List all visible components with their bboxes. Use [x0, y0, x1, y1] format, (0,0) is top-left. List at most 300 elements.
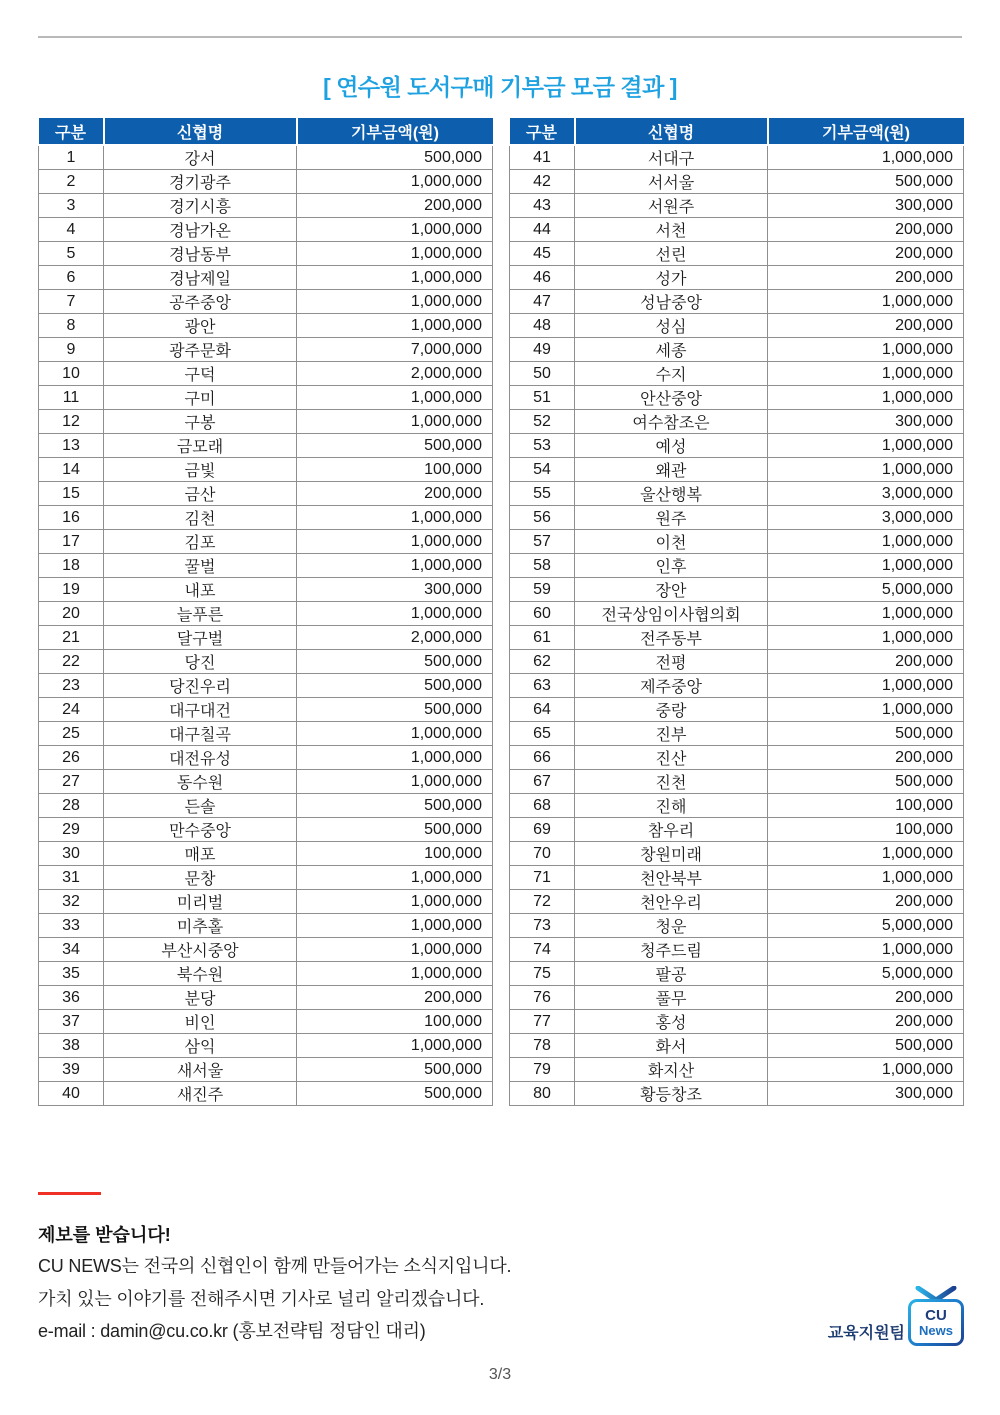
row-number: 19 — [39, 578, 104, 602]
row-number: 25 — [39, 722, 104, 746]
row-number: 8 — [39, 314, 104, 338]
union-name: 구덕 — [104, 362, 297, 386]
donation-amount: 1,000,000 — [768, 386, 964, 410]
table-row — [510, 170, 964, 194]
union-name: 새진주 — [104, 1082, 297, 1106]
union-name: 김포 — [104, 530, 297, 554]
donation-amount: 500,000 — [297, 1082, 493, 1106]
donation-amount: 1,000,000 — [297, 218, 493, 242]
union-name: 서원주 — [575, 194, 768, 218]
donation-amount: 1,000,000 — [768, 458, 964, 482]
row-number: 35 — [39, 962, 104, 986]
donation-amount: 1,000,000 — [768, 338, 964, 362]
donation-amount: 1,000,000 — [768, 362, 964, 386]
donation-amount: 200,000 — [768, 746, 964, 770]
table-row — [39, 962, 493, 986]
donation-amount: 1,000,000 — [297, 386, 493, 410]
right-table-head-row — [510, 118, 964, 145]
row-number: 80 — [510, 1082, 575, 1106]
donation-table-left — [38, 118, 493, 1106]
union-name: 팔공 — [575, 962, 768, 986]
donation-amount: 1,000,000 — [297, 554, 493, 578]
donation-amount: 1,000,000 — [297, 722, 493, 746]
logo-news-text: News — [919, 1322, 953, 1338]
row-number: 45 — [510, 242, 575, 266]
table-row — [510, 602, 964, 626]
donation-amount: 1,000,000 — [297, 1034, 493, 1058]
union-name: 김천 — [104, 506, 297, 530]
table-row — [510, 650, 964, 674]
row-number: 58 — [510, 554, 575, 578]
footer-heading: 제보를 받습니다! — [38, 1225, 171, 1245]
table-row — [39, 194, 493, 218]
donation-amount: 100,000 — [297, 842, 493, 866]
donation-amount: 2,000,000 — [297, 362, 493, 386]
row-number: 53 — [510, 434, 575, 458]
table-row — [510, 242, 964, 266]
donation-amount: 100,000 — [768, 818, 964, 842]
table-row — [39, 170, 493, 194]
union-name: 매포 — [104, 842, 297, 866]
row-number: 73 — [510, 914, 575, 938]
table-row — [510, 722, 964, 746]
column-header: 기부금액(원) — [768, 118, 964, 145]
table-row — [39, 314, 493, 338]
union-name: 북수원 — [104, 962, 297, 986]
union-name: 성심 — [575, 314, 768, 338]
left-table-head-row — [39, 118, 493, 145]
union-name: 광안 — [104, 314, 297, 338]
row-number: 1 — [39, 145, 104, 170]
donation-amount: 500,000 — [297, 818, 493, 842]
table-row — [39, 626, 493, 650]
donation-amount: 1,000,000 — [297, 314, 493, 338]
union-name: 구봉 — [104, 410, 297, 434]
table-row — [510, 482, 964, 506]
table-row — [510, 218, 964, 242]
table-row — [39, 145, 493, 170]
row-number: 39 — [39, 1058, 104, 1082]
row-number: 12 — [39, 410, 104, 434]
union-name: 선린 — [575, 242, 768, 266]
donation-amount: 300,000 — [768, 1082, 964, 1106]
donation-amount: 500,000 — [297, 650, 493, 674]
row-number: 34 — [39, 938, 104, 962]
table-row — [510, 1010, 964, 1034]
donation-amount: 1,000,000 — [297, 746, 493, 770]
row-number: 40 — [39, 1082, 104, 1106]
row-number: 26 — [39, 746, 104, 770]
footer-text-line: CU NEWS는 전국의 신협인이 함께 만들어가는 소식지입니다. — [38, 1256, 512, 1276]
donation-amount: 500,000 — [768, 722, 964, 746]
table-row — [39, 818, 493, 842]
union-name: 원주 — [575, 506, 768, 530]
row-number: 55 — [510, 482, 575, 506]
table-row — [510, 145, 964, 170]
union-name: 분당 — [104, 986, 297, 1010]
union-name: 대구대건 — [104, 698, 297, 722]
row-number: 33 — [39, 914, 104, 938]
table-row — [39, 218, 493, 242]
table-row — [510, 746, 964, 770]
row-number: 9 — [39, 338, 104, 362]
union-name: 금산 — [104, 482, 297, 506]
row-number: 48 — [510, 314, 575, 338]
donation-amount: 300,000 — [768, 194, 964, 218]
table-row — [39, 1034, 493, 1058]
donation-amount: 7,000,000 — [297, 338, 493, 362]
table-row — [510, 530, 964, 554]
row-number: 4 — [39, 218, 104, 242]
row-number: 36 — [39, 986, 104, 1010]
table-row — [39, 650, 493, 674]
row-number: 62 — [510, 650, 575, 674]
row-number: 72 — [510, 890, 575, 914]
table-row — [39, 338, 493, 362]
table-row — [510, 842, 964, 866]
row-number: 38 — [39, 1034, 104, 1058]
union-name: 만수중앙 — [104, 818, 297, 842]
donation-amount: 1,000,000 — [297, 530, 493, 554]
row-number: 68 — [510, 794, 575, 818]
donation-amount: 200,000 — [768, 218, 964, 242]
row-number: 14 — [39, 458, 104, 482]
row-number: 56 — [510, 506, 575, 530]
union-name: 달구벌 — [104, 626, 297, 650]
donation-amount: 200,000 — [297, 986, 493, 1010]
page-title: [ 연수원 도서구매 기부금 모금 결과 ] — [323, 74, 677, 100]
donation-amount: 200,000 — [768, 314, 964, 338]
union-name: 제주중앙 — [575, 674, 768, 698]
table-row — [39, 458, 493, 482]
donation-amount: 1,000,000 — [297, 938, 493, 962]
row-number: 59 — [510, 578, 575, 602]
table-row — [510, 770, 964, 794]
union-name: 청운 — [575, 914, 768, 938]
row-number: 44 — [510, 218, 575, 242]
table-row — [510, 1034, 964, 1058]
donation-amount: 1,000,000 — [768, 938, 964, 962]
column-header: 기부금액(원) — [297, 118, 493, 145]
row-number: 2 — [39, 170, 104, 194]
table-row — [39, 530, 493, 554]
donation-amount: 300,000 — [297, 578, 493, 602]
table-row — [39, 794, 493, 818]
row-number: 37 — [39, 1010, 104, 1034]
donation-amount: 2,000,000 — [297, 626, 493, 650]
donation-amount: 500,000 — [297, 794, 493, 818]
donation-amount: 200,000 — [768, 650, 964, 674]
union-name: 화서 — [575, 1034, 768, 1058]
row-number: 78 — [510, 1034, 575, 1058]
table-row — [39, 578, 493, 602]
union-name: 서대구 — [575, 145, 768, 170]
table-row — [39, 914, 493, 938]
table-row — [510, 458, 964, 482]
union-name: 미리벌 — [104, 890, 297, 914]
union-name: 진천 — [575, 770, 768, 794]
row-number: 54 — [510, 458, 575, 482]
union-name: 문창 — [104, 866, 297, 890]
column-header: 구분 — [39, 118, 104, 145]
table-row — [39, 410, 493, 434]
donation-amount: 1,000,000 — [297, 866, 493, 890]
table-row — [510, 986, 964, 1010]
row-number: 6 — [39, 266, 104, 290]
top-divider — [38, 36, 962, 38]
donation-tables — [38, 118, 964, 1106]
donation-amount: 1,000,000 — [768, 434, 964, 458]
row-number: 57 — [510, 530, 575, 554]
footer-accent-rule — [38, 1192, 101, 1195]
table-row — [510, 938, 964, 962]
table-row — [510, 890, 964, 914]
table-row — [510, 194, 964, 218]
donation-amount: 3,000,000 — [768, 506, 964, 530]
donation-amount: 200,000 — [768, 1010, 964, 1034]
row-number: 70 — [510, 842, 575, 866]
donation-amount: 1,000,000 — [297, 290, 493, 314]
table-row — [510, 362, 964, 386]
union-name: 수지 — [575, 362, 768, 386]
donation-amount: 1,000,000 — [768, 554, 964, 578]
table-row — [39, 1082, 493, 1106]
cu-news-logo — [908, 1286, 964, 1348]
union-name: 삼익 — [104, 1034, 297, 1058]
table-row — [510, 506, 964, 530]
table-row — [510, 914, 964, 938]
row-number: 77 — [510, 1010, 575, 1034]
table-row — [39, 890, 493, 914]
row-number: 13 — [39, 434, 104, 458]
row-number: 16 — [39, 506, 104, 530]
team-label: 교육지원팀 — [827, 1325, 905, 1342]
union-name: 홍성 — [575, 1010, 768, 1034]
union-name: 서천 — [575, 218, 768, 242]
donation-amount: 1,000,000 — [297, 410, 493, 434]
union-name: 경남가온 — [104, 218, 297, 242]
donation-amount: 500,000 — [297, 145, 493, 170]
union-name: 동수원 — [104, 770, 297, 794]
union-name: 새서울 — [104, 1058, 297, 1082]
donation-amount: 1,000,000 — [768, 842, 964, 866]
union-name: 전평 — [575, 650, 768, 674]
union-name: 강서 — [104, 145, 297, 170]
donation-amount: 1,000,000 — [768, 290, 964, 314]
row-number: 23 — [39, 674, 104, 698]
row-number: 49 — [510, 338, 575, 362]
row-number: 66 — [510, 746, 575, 770]
union-name: 왜관 — [575, 458, 768, 482]
row-number: 28 — [39, 794, 104, 818]
right-table-body — [510, 145, 964, 1106]
donation-amount: 1,000,000 — [768, 602, 964, 626]
row-number: 30 — [39, 842, 104, 866]
donation-amount: 5,000,000 — [768, 962, 964, 986]
donation-amount: 200,000 — [297, 482, 493, 506]
page-number: 3/3 — [488, 1366, 512, 1383]
column-header: 신협명 — [575, 118, 768, 145]
donation-amount: 100,000 — [297, 1010, 493, 1034]
row-number: 32 — [39, 890, 104, 914]
union-name: 진해 — [575, 794, 768, 818]
table-row — [39, 986, 493, 1010]
donation-amount: 500,000 — [297, 434, 493, 458]
row-number: 71 — [510, 866, 575, 890]
union-name: 경기시흥 — [104, 194, 297, 218]
union-name: 성가 — [575, 266, 768, 290]
donation-amount: 3,000,000 — [768, 482, 964, 506]
table-row — [39, 290, 493, 314]
union-name: 광주문화 — [104, 338, 297, 362]
table-row — [39, 482, 493, 506]
table-row — [39, 698, 493, 722]
row-number: 15 — [39, 482, 104, 506]
donation-amount: 100,000 — [297, 458, 493, 482]
table-row — [39, 866, 493, 890]
table-row — [510, 794, 964, 818]
row-number: 69 — [510, 818, 575, 842]
donation-amount: 500,000 — [297, 1058, 493, 1082]
row-number: 64 — [510, 698, 575, 722]
row-number: 24 — [39, 698, 104, 722]
donation-amount: 5,000,000 — [768, 578, 964, 602]
table-row — [510, 578, 964, 602]
footer-email-line: e-mail : damin@cu.co.kr (홍보전략팀 정담인 대리) — [38, 1321, 426, 1341]
union-name: 인후 — [575, 554, 768, 578]
union-name: 이천 — [575, 530, 768, 554]
table-row — [510, 314, 964, 338]
table-row — [39, 266, 493, 290]
union-name: 진산 — [575, 746, 768, 770]
row-number: 43 — [510, 194, 575, 218]
union-name: 경기광주 — [104, 170, 297, 194]
table-row — [510, 338, 964, 362]
donation-amount: 1,000,000 — [768, 866, 964, 890]
table-row — [510, 386, 964, 410]
union-name: 서서울 — [575, 170, 768, 194]
table-row — [510, 554, 964, 578]
union-name: 풀무 — [575, 986, 768, 1010]
union-name: 화지산 — [575, 1058, 768, 1082]
union-name: 참우리 — [575, 818, 768, 842]
union-name: 꿀벌 — [104, 554, 297, 578]
donation-amount: 200,000 — [768, 242, 964, 266]
union-name: 울산행복 — [575, 482, 768, 506]
row-number: 31 — [39, 866, 104, 890]
table-row — [39, 722, 493, 746]
row-number: 63 — [510, 674, 575, 698]
tv-screen — [911, 1302, 961, 1343]
row-number: 20 — [39, 602, 104, 626]
table-row — [510, 626, 964, 650]
donation-amount: 1,000,000 — [297, 242, 493, 266]
union-name: 청주드림 — [575, 938, 768, 962]
union-name: 전국상임이사협의회 — [575, 602, 768, 626]
donation-amount: 1,000,000 — [768, 530, 964, 554]
column-header: 신협명 — [104, 118, 297, 145]
table-row — [39, 1010, 493, 1034]
union-name: 든솔 — [104, 794, 297, 818]
row-number: 67 — [510, 770, 575, 794]
union-name: 안산중앙 — [575, 386, 768, 410]
union-name: 황등창조 — [575, 1082, 768, 1106]
table-row — [39, 386, 493, 410]
donation-table-right — [509, 118, 964, 1106]
row-number: 3 — [39, 194, 104, 218]
union-name: 세종 — [575, 338, 768, 362]
donation-amount: 1,000,000 — [768, 626, 964, 650]
donation-amount: 1,000,000 — [768, 698, 964, 722]
column-header: 구분 — [510, 118, 575, 145]
table-row — [39, 506, 493, 530]
table-row — [510, 698, 964, 722]
table-row — [510, 674, 964, 698]
donation-amount: 500,000 — [297, 674, 493, 698]
table-row — [510, 1058, 964, 1082]
union-name: 중랑 — [575, 698, 768, 722]
table-row — [39, 242, 493, 266]
union-name: 창원미래 — [575, 842, 768, 866]
row-number: 61 — [510, 626, 575, 650]
union-name: 당진우리 — [104, 674, 297, 698]
table-row — [39, 434, 493, 458]
donation-amount: 1,000,000 — [297, 170, 493, 194]
donation-amount: 500,000 — [297, 698, 493, 722]
donation-amount: 500,000 — [768, 170, 964, 194]
row-number: 27 — [39, 770, 104, 794]
union-name: 경남제일 — [104, 266, 297, 290]
union-name: 예성 — [575, 434, 768, 458]
row-number: 21 — [39, 626, 104, 650]
union-name: 미추홀 — [104, 914, 297, 938]
donation-amount: 5,000,000 — [768, 914, 964, 938]
row-number: 5 — [39, 242, 104, 266]
row-number: 60 — [510, 602, 575, 626]
table-row — [39, 362, 493, 386]
row-number: 75 — [510, 962, 575, 986]
union-name: 천안북부 — [575, 866, 768, 890]
donation-amount: 1,000,000 — [297, 890, 493, 914]
donation-amount: 1,000,000 — [297, 770, 493, 794]
union-name: 공주중앙 — [104, 290, 297, 314]
donation-amount: 1,000,000 — [297, 506, 493, 530]
table-row — [510, 290, 964, 314]
row-number: 50 — [510, 362, 575, 386]
footer-text-line: 가치 있는 이야기를 전해주시면 기사로 널리 알리겠습니다. — [38, 1289, 485, 1309]
row-number: 17 — [39, 530, 104, 554]
row-number: 22 — [39, 650, 104, 674]
row-number: 65 — [510, 722, 575, 746]
donation-amount: 500,000 — [768, 1034, 964, 1058]
row-number: 7 — [39, 290, 104, 314]
table-row — [510, 434, 964, 458]
donation-amount: 1,000,000 — [768, 145, 964, 170]
table-row — [39, 746, 493, 770]
union-name: 전주동부 — [575, 626, 768, 650]
donation-amount: 200,000 — [768, 986, 964, 1010]
row-number: 42 — [510, 170, 575, 194]
union-name: 금빛 — [104, 458, 297, 482]
table-row — [39, 602, 493, 626]
union-name: 부산시중앙 — [104, 938, 297, 962]
union-name: 대전유성 — [104, 746, 297, 770]
donation-amount: 500,000 — [768, 770, 964, 794]
union-name: 대구칠곡 — [104, 722, 297, 746]
union-name: 금모래 — [104, 434, 297, 458]
table-row — [510, 962, 964, 986]
union-name: 당진 — [104, 650, 297, 674]
